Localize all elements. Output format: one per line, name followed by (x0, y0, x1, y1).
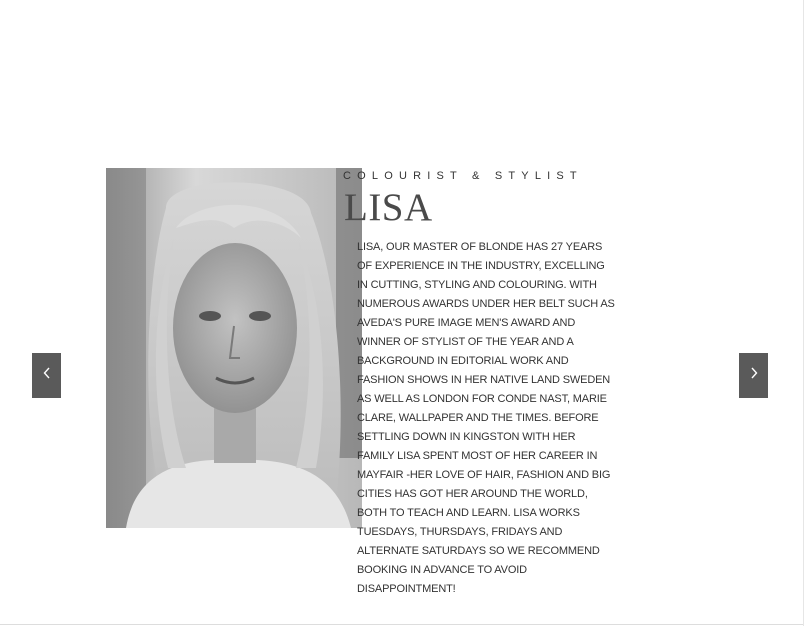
carousel-prev-button[interactable] (32, 353, 61, 398)
stylist-name: LISA (344, 186, 433, 229)
stylist-photo (106, 168, 362, 528)
stylist-role: COLOURIST & STYLIST (343, 170, 583, 182)
chevron-left-icon (42, 366, 52, 385)
chevron-right-icon (749, 366, 759, 385)
carousel-next-button[interactable] (739, 353, 768, 398)
footer-divider (0, 624, 804, 625)
stylist-bio: LISA, OUR MASTER OF BLONDE HAS 27 YEARS OF EXPERIENCE IN THE INDUSTRY, EXCELLING IN CUTTING, STYLING AND COLOURING. WITH NUMEROUS AWARDS UNDER HER BELT SUCH AS AVEDA'S PURE IMAGE MEN'S AWARD AND WINNER OF STYLIST OF THE YEAR AND A BACKGROUND IN EDITORIAL WORK AND FASHION SHOWS IN HER NATIVE LAND SWEDEN AS WELL AS LONDON FOR CONDE NAST, MARIE CLARE, WALLPAPER AND THE TIMES. BEFORE SETTLING DOWN IN KINGSTON WITH HER FAMILY LISA SPENT MOST OF HER CAREER IN MAYFAIR -HER LOVE OF HAIR, FASHION AND BIG CITIES HAS GOT HER AROUND THE WORLD, BOTH TO TEACH AND LEARN. LISA WORKS TUESDAYS, THURSDAYS, FRIDAYS AND ALTERNATE SATURDAYS SO WE RECOMMEND BOOKING IN ADVANCE TO AVOID DISAPPOINTMENT! (357, 241, 615, 595)
